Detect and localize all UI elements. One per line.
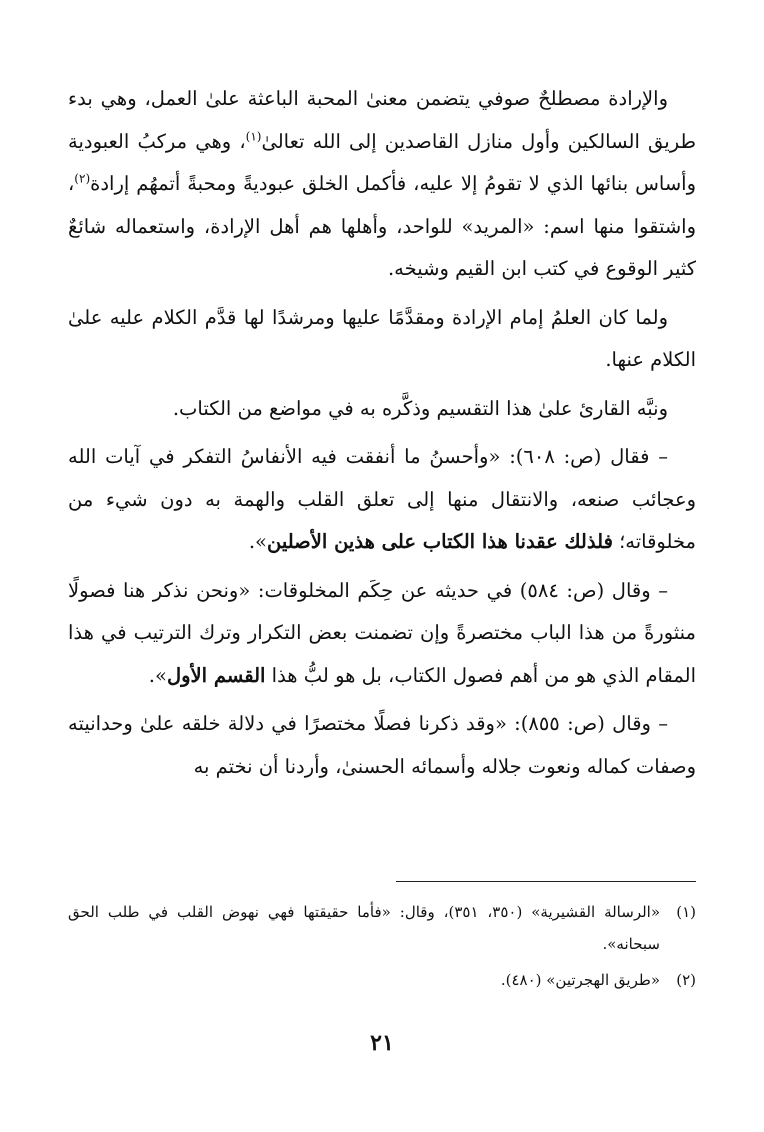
paragraph-5-text: – وقال (ص: ٥٨٤) في حديثه عن حِكَم المخلوقات: «ونحن نذكر هنا فصولًا منثورةً من هذا الباب مختصرةً وإن تضمنت بعض التكرار وترك الترتيب في هذا المقام الذي هو من أهم فصول الكتاب، بل هو لبُّ هذا xyxy=(68,578,696,687)
footnote-divider xyxy=(396,881,696,882)
paragraph-5-emphasis: القسم الأول xyxy=(166,663,266,687)
paragraph-6-quote: – وقال (ص: ٨٥٥): «وقد ذكرنا فصلًا مختصرًا في دلالة خلقه علىٰ وحدانيته وصفات كماله ونعوت جلاله وأسمائه الحسنىٰ، وأردنا أن نختم به xyxy=(68,712,696,778)
body-text xyxy=(68,78,696,794)
document-page xyxy=(68,0,696,1132)
paragraph-1-text-c: ، واشتقوا منها اسم: «المريد» للواحد، وأهلها هم أهل الإرادة، واستعماله شائعٌ كثير الوقوع في كتب ابن القيم وشيخه. xyxy=(68,172,696,280)
page-number: ٢١ xyxy=(370,1030,394,1056)
footnote-1 xyxy=(68,896,696,960)
footnotes xyxy=(68,896,696,1000)
paragraph-5-end: ». xyxy=(148,663,167,687)
paragraph-4-emphasis: فلذلك عقدنا هذا الكتاب على هذين الأصلين xyxy=(267,530,613,553)
paragraph-4-quote xyxy=(68,436,696,564)
paragraph-3: ونبَّه القارئ علىٰ هذا التقسيم وذكَّره به في مواضع من الكتاب. xyxy=(172,396,668,420)
footnote-2-text: «طريق الهجرتين» (٤٨٠). xyxy=(500,971,660,989)
paragraph-1-text-a: والإرادة مصطلحٌ صوفي يتضمن معنىٰ المحبة الباعثة علىٰ العمل، وهي بدء طريق السالكين وأول منازل القاصدين إلى الله تعالىٰ xyxy=(68,87,696,153)
footnote-1-text: «الرسالة القشيرية» (٣٥٠، ٣٥١)، وقال: «فأما حقيقتها فهي نهوض القلب في طلب الحق سبحانه». xyxy=(68,903,661,953)
paragraph-4-text: – فقال (ص: ٦٠٨): «وأحسنُ ما أنفقت فيه الأنفاسُ التفكر في آيات الله وعجائب صنعه، والانتقال منها إلى تعلق القلب والهمة به دون شيء من مخلوقاته؛ xyxy=(68,445,696,553)
footnote-2 xyxy=(68,964,696,996)
footnote-1-number: (١) xyxy=(676,903,697,921)
paragraph-1 xyxy=(68,78,696,291)
footnote-2-number: (٢) xyxy=(676,971,696,989)
paragraph-1-text-b: ، وهي مركبُ العبودية وأساس بنائها الذي لا تقومُ إلا عليه، فأكمل الخلق عبوديةً ومحبةً أتمهُم إرادة xyxy=(68,129,696,195)
paragraph-4-end: ». xyxy=(248,530,267,553)
footnote-ref-1[interactable]: (١) xyxy=(245,129,262,143)
paragraph-5-quote xyxy=(68,570,696,698)
paragraph-2: ولما كان العلمُ إمام الإرادة ومقدَّمًا عليها ومرشدًا لها قدَّم الكلام عليه علىٰ الكلام عنها. xyxy=(68,305,696,371)
footnote-ref-2[interactable]: (٢) xyxy=(74,171,91,186)
